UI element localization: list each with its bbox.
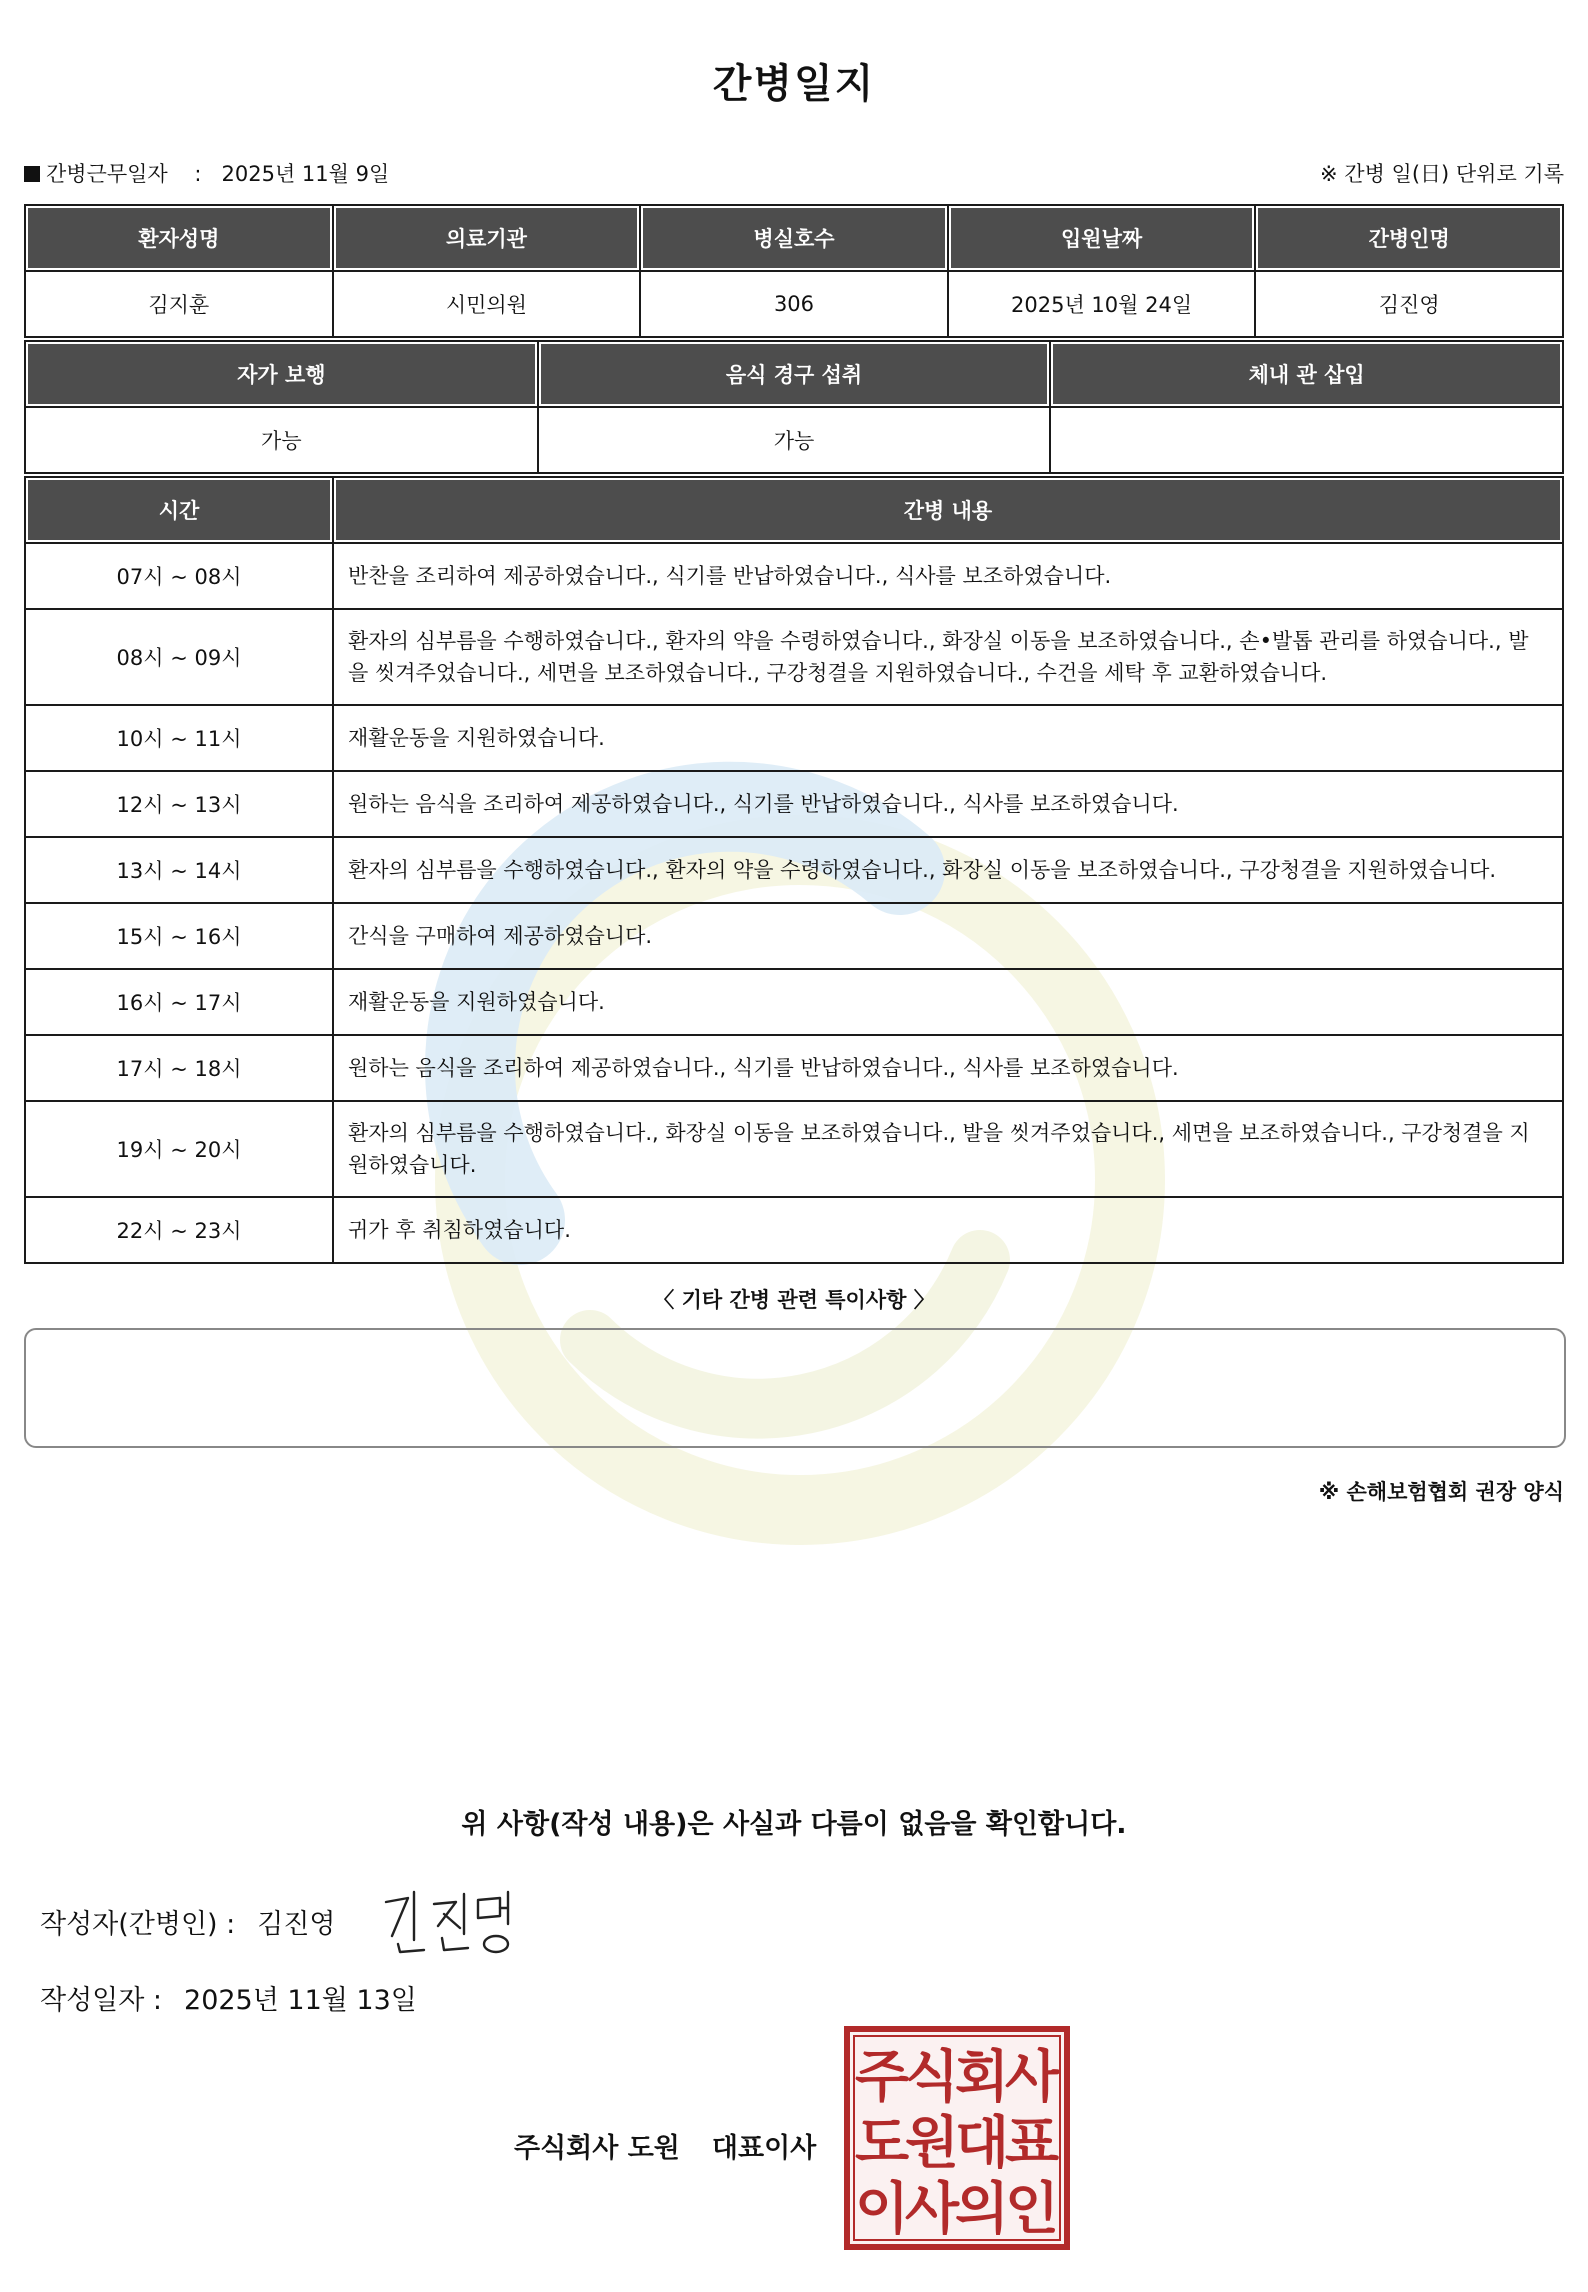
writer-line [40,1902,336,1941]
log-content: 반찬을 조리하여 제공하였습니다., 식기를 반납하였습니다., 식사를 보조하였습니다. [333,543,1563,609]
writer-label: 작성자(간병인) : [40,1909,236,1940]
patient-name: 김지훈 [25,271,333,337]
log-content: 환자의 심부름을 수행하였습니다., 화장실 이동을 보조하였습니다., 발을 씻겨주었습니다., 세면을 보조하였습니다., 구강청결을 지원하였습니다. [333,1101,1563,1197]
header-care-content: 간병 내용 [333,477,1563,543]
confirmation-statement: 위 사항(작성 내용)은 사실과 다름이 없음을 확인합니다. [461,1809,1127,1840]
table-row [25,1197,1563,1263]
log-time: 15시 ~ 16시 [25,903,333,969]
header-caregiver-name: 간병인명 [1255,205,1563,271]
svg-text:식: 식 [904,2045,960,2110]
write-date-label: 작성일자 : [40,1985,163,2016]
work-date-value: 2025년 11월 9일 [221,162,390,186]
log-content: 재활운동을 지원하였습니다. [333,969,1563,1035]
log-content: 간식을 구매하여 제공하였습니다. [333,903,1563,969]
log-time: 12시 ~ 13시 [25,771,333,837]
work-date-label: 간병근무일자 [46,162,168,186]
svg-text:사: 사 [904,2177,960,2242]
caregiver-name: 김진영 [1255,271,1563,337]
company-seal [844,2026,1070,2250]
svg-text:원: 원 [904,2111,960,2176]
company-role: 대표이사 [711,2133,817,2164]
svg-text:의: 의 [954,2177,1010,2242]
handwritten-signature [378,1884,528,1964]
svg-text:이: 이 [854,2177,910,2242]
table-row [25,903,1563,969]
table-row [25,1101,1563,1197]
square-bullet-icon [24,166,40,182]
table-row [25,1035,1563,1101]
log-time: 13시 ~ 14시 [25,837,333,903]
log-content: 환자의 심부름을 수행하였습니다., 환자의 약을 수령하였습니다., 화장실 이동을 보조하였습니다., 손•발톱 관리를 하였습니다., 발을 씻겨주었습니다., 세면을 보조하였습니다., 구강청결을 지원하였습니다., 수건을 세탁 후 교환하였습니다. [333,609,1563,705]
work-date [24,158,389,188]
write-date-line [40,1978,417,2017]
table-row [25,705,1563,771]
log-time: 17시 ~ 18시 [25,1035,333,1101]
header-tube-insertion: 체내 관 삽입 [1050,341,1563,407]
log-time: 07시 ~ 08시 [25,543,333,609]
log-content: 환자의 심부름을 수행하였습니다., 환자의 약을 수령하였습니다., 화장실 이동을 보조하였습니다., 구강청결을 지원하였습니다. [333,837,1563,903]
header-admission-date: 입원날짜 [948,205,1256,271]
log-time: 08시 ~ 09시 [25,609,333,705]
svg-text:대: 대 [954,2111,1010,2176]
write-date-value: 2025년 11월 13일 [184,1985,417,2016]
log-time: 16시 ~ 17시 [25,969,333,1035]
self-walking: 가능 [25,407,538,473]
care-log-table [24,476,1564,1264]
log-time: 10시 ~ 11시 [25,705,333,771]
remarks-title: 〈 기타 간병 관련 특이사항 〉 [653,1288,935,1312]
log-time: 19시 ~ 20시 [25,1101,333,1197]
header-self-walking: 자가 보행 [25,341,538,407]
room-number: 306 [640,271,948,337]
patient-info-table [24,204,1564,338]
log-content: 귀가 후 취침하였습니다. [333,1197,1563,1263]
log-content: 재활운동을 지원하였습니다. [333,705,1563,771]
header-oral-intake: 음식 경구 섭취 [538,341,1051,407]
remarks-box [24,1328,1566,1448]
header-room-number: 병실호수 [640,205,948,271]
form-note: ※ 손해보험협회 권장 양식 [1318,1480,1564,1504]
table-row [25,837,1563,903]
admission-date: 2025년 10월 24일 [948,271,1256,337]
header-patient-name: 환자성명 [25,205,333,271]
svg-text:주: 주 [854,2045,910,2110]
svg-text:도: 도 [854,2111,910,2176]
table-row [25,771,1563,837]
table-row [25,543,1563,609]
svg-text:표: 표 [1004,2111,1060,2176]
unit-note: ※ 간병 일(日) 단위로 기록 [1320,162,1564,186]
work-date-separator: : [194,162,202,186]
log-content: 원하는 음식을 조리하여 제공하였습니다., 식기를 반납하였습니다., 식사를 보조하였습니다. [333,1035,1563,1101]
meta-row [24,158,1564,188]
patient-status-table [24,340,1564,474]
table-row [25,609,1563,705]
company-line [514,2126,816,2165]
header-time: 시간 [25,477,333,543]
tube-insertion [1050,407,1563,473]
writer-name: 김진영 [257,1909,336,1940]
document-title: 간병일지 [712,61,876,107]
table-row [25,969,1563,1035]
header-hospital: 의료기관 [333,205,641,271]
log-content: 원하는 음식을 조리하여 제공하였습니다., 식기를 반납하였습니다., 식사를 보조하였습니다. [333,771,1563,837]
svg-text:회: 회 [954,2045,1010,2110]
log-time: 22시 ~ 23시 [25,1197,333,1263]
company-name: 주식회사 도원 [514,2133,680,2164]
oral-intake: 가능 [538,407,1051,473]
svg-text:인: 인 [1004,2177,1060,2242]
svg-text:사: 사 [1004,2045,1060,2110]
hospital: 시민의원 [333,271,641,337]
